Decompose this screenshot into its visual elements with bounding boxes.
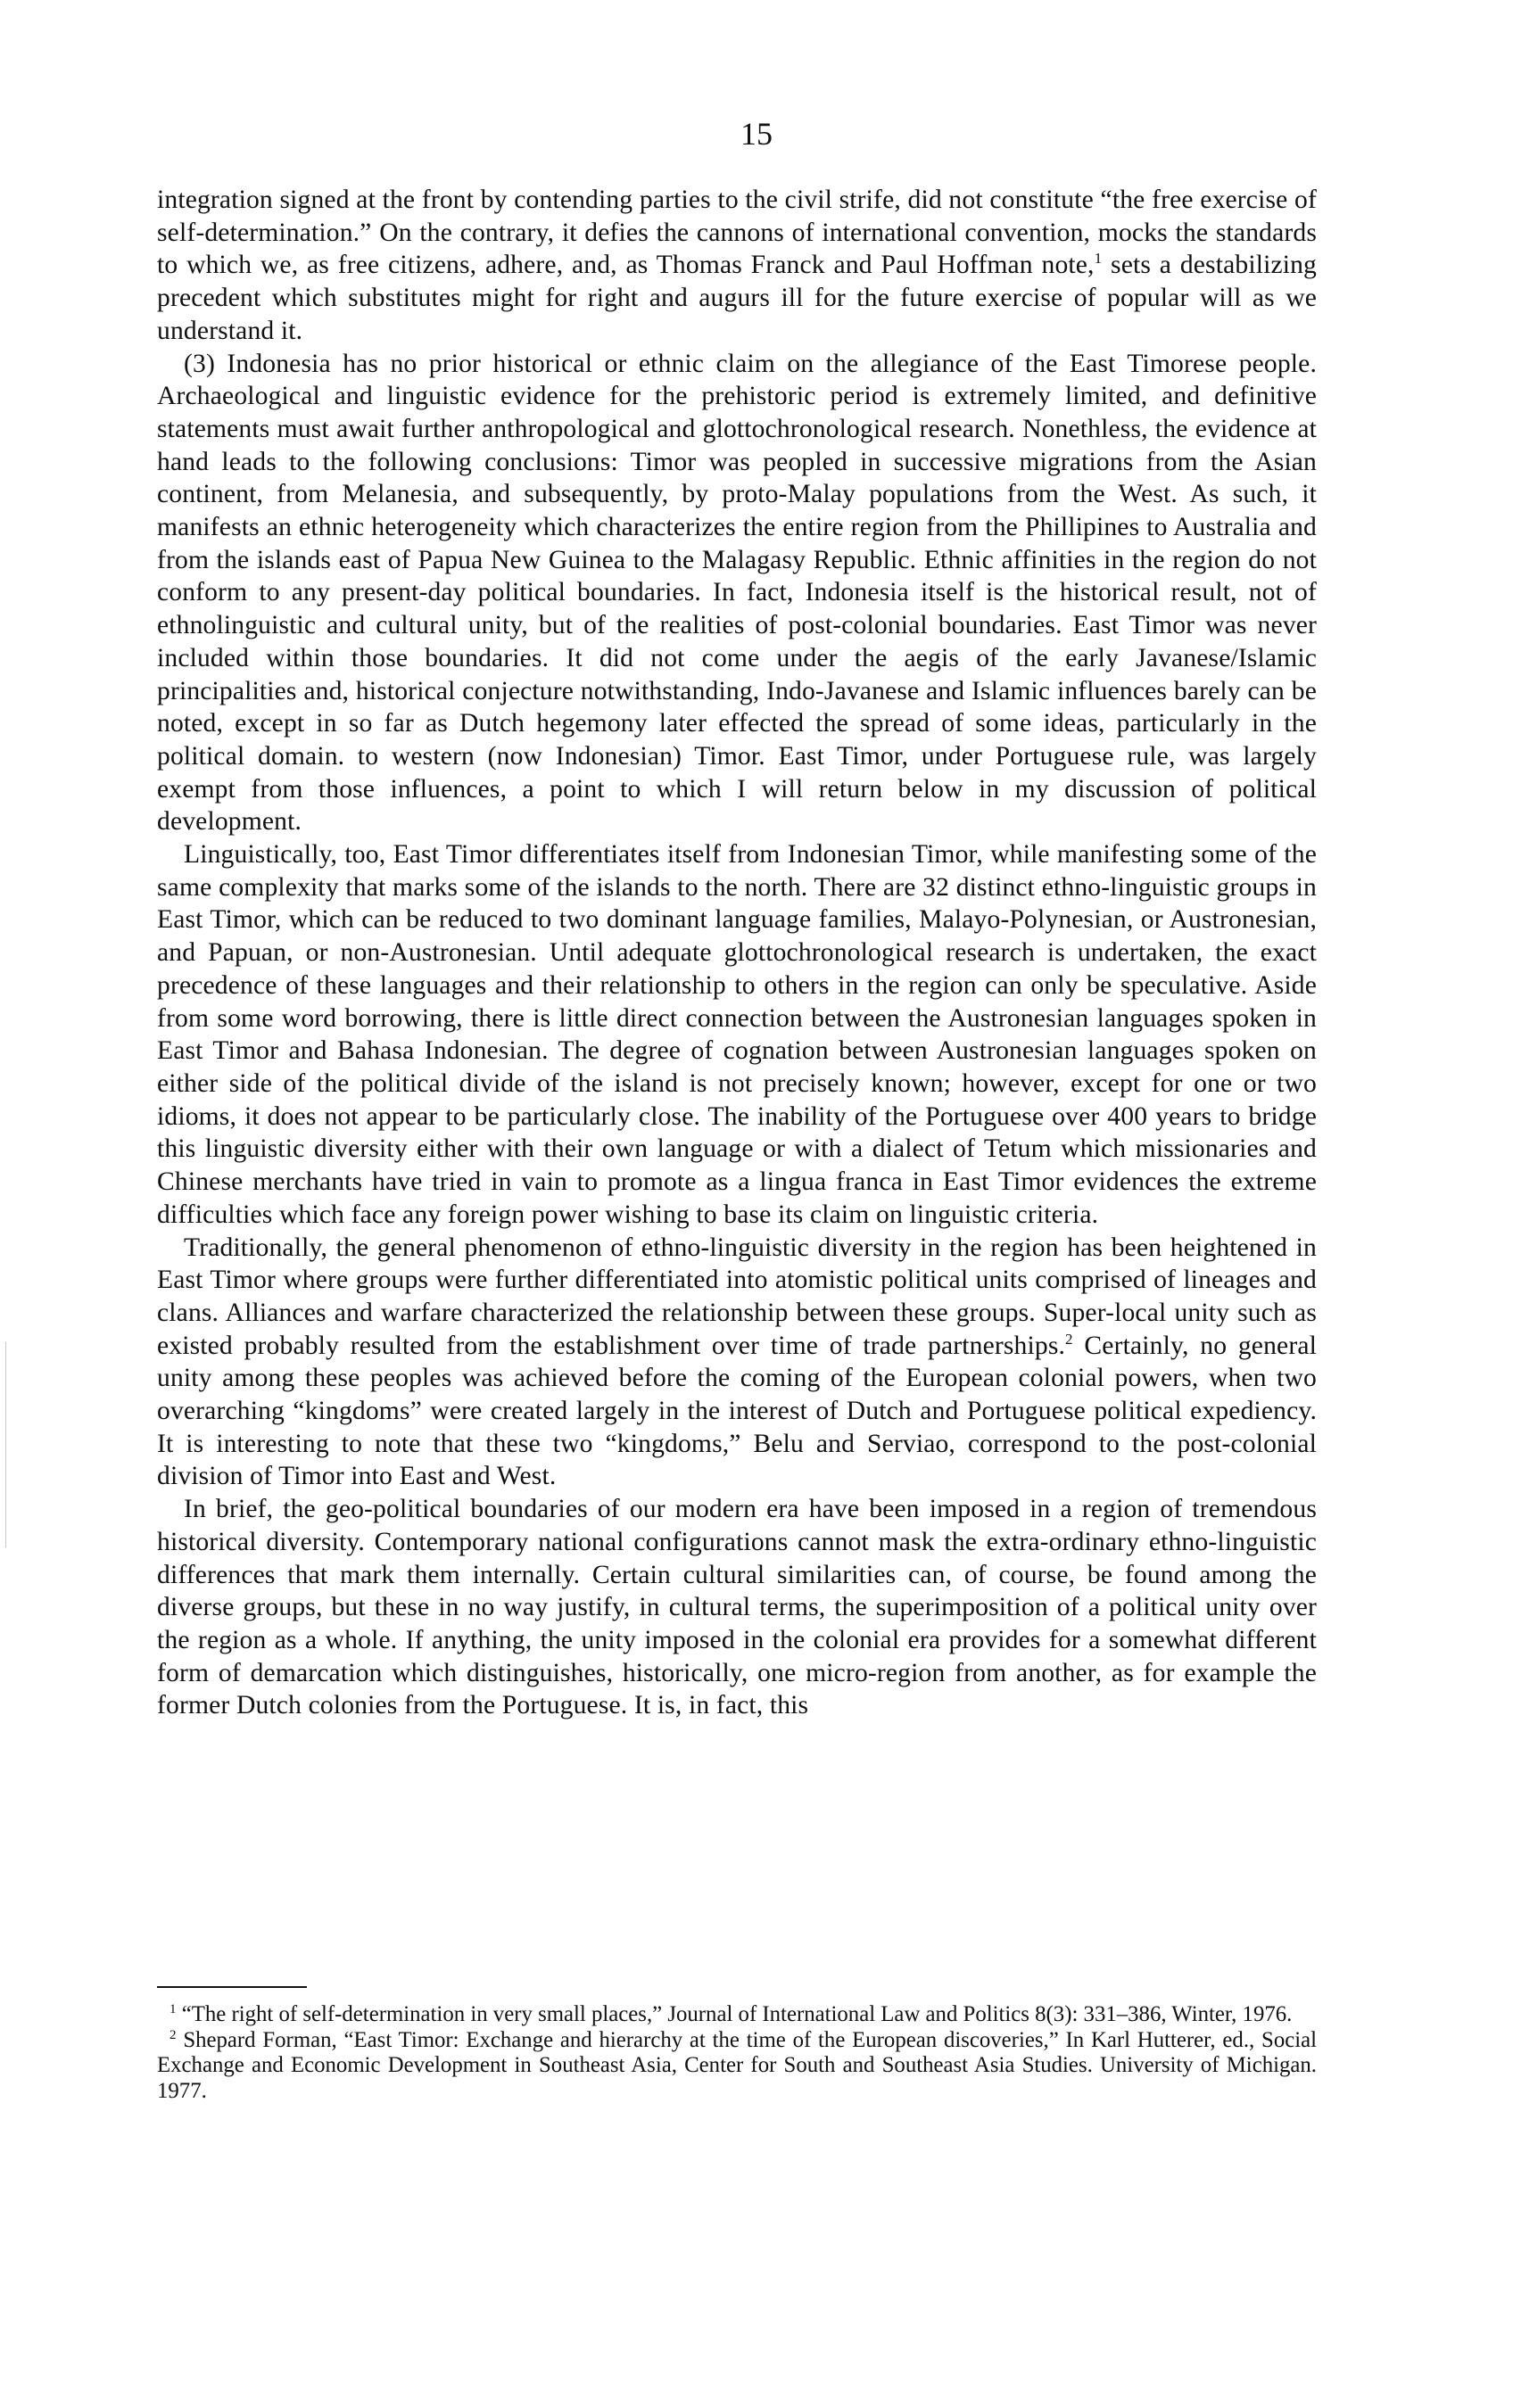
paragraph-integration <box>157 184 1317 348</box>
paragraph-in-brief: In brief, the geo-political boundaries of our modern era have been imposed in a region of tremendous historical diversity. Contemporary national configurations cannot mask the extra-ordinary ethno-linguistic differences that mark them internally. Certain cultural similarities can, of course, be found among the diverse groups, but these in no way justify, in cultural terms, the superimposition of a political unity over the region as a whole. If anything, the unity imposed in the colonial era provides for a somewhat different form of demarcation which distinguishes, historically, one micro-region from another, as for example the former Dutch colonies from the Portuguese. It is, in fact, this <box>157 1495 1317 1720</box>
paragraph-text: integration signed at the front by contending parties to the civil strife, did not constitute “the free exercise of self-determination.” On the contrary, it defies the cannons of international convention, mocks the standards to which we, as free citizens, adhere, and, as Thomas Franck and Paul Hoffman note, <box>157 186 1317 280</box>
paragraph-traditionally <box>157 1232 1317 1494</box>
footnote-mark: 2 <box>169 2027 177 2042</box>
paragraph-linguistically: Linguistically, too, East Timor differentiates itself from Indonesian Timor, while manifesting some of the same complexity that marks some of the islands to the north. There are 32 distinct ethno-linguistic groups in East Timor, which can be reduced to two dominant language families, Malayo-Polynesian, or Austronesian, and Papuan, or non-Austronesian. Until adequate glottochronological research is undertaken, the exact precedence of these languages and their relationship to others in the region can only be speculative. Aside from some word borrowing, there is little direct connection between the Austronesian languages spoken in East Timor and Bahasa Indonesian. The degree of cognation between Austronesian languages spoken on either side of the political divide of the island is not precisely known; however, except for one or two idioms, it does not appear to be particularly close. The inability of the Portuguese over 400 years to bridge this linguistic diversity either with their own language or with a dialect of Tetum which missionaries and Chinese merchants have tried in vain to promote as a lingua franca in East Timor evidences the extreme difficulties which face any foreign power wishing to base its claim on linguistic criteria. <box>157 840 1317 1229</box>
paragraph-text-continued: Certainly, no general unity among these peoples was achieved before the coming of the European colonial powers, when two overarching “kingdoms” were created largely in the interest of Dutch and Portuguese political expediency. It is interesting to note that these two “kingdoms,” Belu and Serviao, correspond to the post-colonial division of Timor into East and West. <box>157 1331 1317 1491</box>
footnote-text: Shepard Forman, “East Timor: Exchange and hierarchy at the time of the European discoveries,” In Karl Hutterer, ed., Social Exchange and Economic Development in Southeast Asia, Center for South and Southeast Asia Studies. University of Michigan. 1977. <box>157 2027 1318 2103</box>
page-number: 15 <box>740 116 773 152</box>
footnote-reference-1: 1 <box>1094 250 1103 268</box>
paragraph-text: Traditionally, the general phenomenon of ethno-linguistic diversity in the region has been heightened in East Timor where groups were further differentiated into atomistic political units comprised of lineages and clans. Alliances and warfare characterized the relationship between these groups. Super-local unity such as existed probably resulted from the establishment over time of trade partnerships. <box>157 1233 1317 1360</box>
paragraph-indonesia-claim: (3) Indonesia has no prior historical or ethnic claim on the allegiance of the East Timorese people. Archaeological and linguistic evidence for the prehistoric period is extremely limited, and definitive statements must await further anthropological and glottochronological research. Nonethless, the evidence at hand leads to the following conclusions: Timor was peopled in successive migrations from the Asian continent, from Melanesia, and subsequently, by proto-Malay populations from the West. As such, it manifests an ethnic heterogeneity which characterizes the entire region from the Phillipines to Australia and from the islands east of Papua New Guinea to the Malagasy Republic. Ethnic affinities in the region do not conform to any present-day political boundaries. In fact, Indonesia itself is the historical result, not of ethnolinguistic and cultural unity, but of the realities of post-colonial boundaries. East Timor was never included within those boundaries. It did not come under the aegis of the early Javanese/Islamic principalities and, historical conjecture notwithstanding, Indo-Javanese and Islamic influences barely can be noted, except in so far as Dutch hegemony later effected the spread of some ideas, particularly in the political domain. to western (now Indonesian) Timor. East Timor, under Portuguese rule, was largely exempt from those influences, a point to which I will return below in my discussion of political development. <box>157 349 1317 837</box>
footnote-1 <box>157 2002 1317 2028</box>
paragraph-text-continued: sets a destabilizing precedent which substitutes might for right and augurs ill for the future exercise of popular will as we understand it. <box>157 251 1317 345</box>
footnote-reference-2: 2 <box>1065 1330 1073 1348</box>
footnote-text: “The right of self-determination in very small places,” Journal of International Law and Politics 8(3): 331–386, Winter, 1976. <box>181 2002 1293 2026</box>
footnote-divider <box>157 1986 307 1988</box>
footnote-2 <box>157 2028 1317 2105</box>
body-text <box>157 184 1317 1722</box>
footnote-mark: 1 <box>169 2002 177 2016</box>
scan-margin-line <box>5 1342 6 1547</box>
footnotes <box>157 2002 1317 2104</box>
